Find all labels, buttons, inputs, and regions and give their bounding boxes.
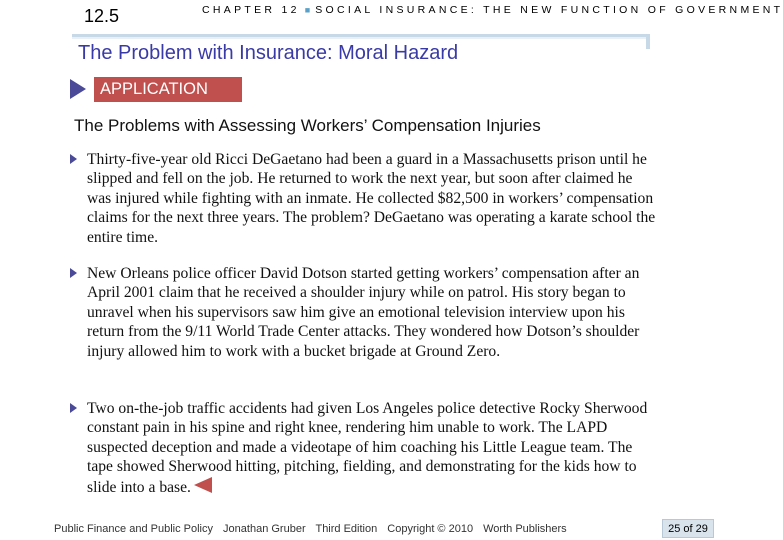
- footer-author: Jonathan Gruber: [223, 523, 306, 535]
- bullet-text: [87, 399, 657, 497]
- application-subtitle: The Problems with Assessing Workers’ Compensation Injuries: [74, 116, 541, 135]
- footer-publisher: Worth Publishers: [483, 523, 567, 535]
- bullet-text: Thirty-five-year old Ricci DeGaetano had been a guard in a Massachusetts prison until he slipped and fell on the job. He returned to work the next year, but soon after claimed he was injured while fighting with an inmate. He collected $82,500 in workers’ compensation claims for the next three years. The problem? DeGaetano was operating a karate school the entire time.: [87, 151, 656, 246]
- header-rule-shadow: [72, 37, 650, 39]
- page-number: 25 of 29: [662, 519, 714, 538]
- bullet-item: [70, 264, 657, 361]
- bullet-item: [70, 150, 657, 247]
- footer: [54, 523, 574, 535]
- slide-title: The Problem with Insurance: Moral Hazard: [78, 42, 459, 64]
- footer-book: Public Finance and Public Policy: [54, 523, 213, 535]
- application-arrow-icon: [70, 79, 86, 99]
- footer-copyright: Copyright © 2010: [387, 523, 474, 535]
- back-arrow-icon[interactable]: [194, 477, 212, 493]
- bullet-text-content: Two on-the-job traffic accidents had given Los Angeles police detective Rocky Sherwood constant pain in his spine and right knee, rendering him unable to work. The LAPD suspected deception and made a videotape of him coaching his Little League team. The tape showed Sherwood hitting, pitching, fielding, and demonstrating for the kids how to slide into a base.: [87, 400, 648, 496]
- bullet-arrow-icon: [70, 268, 77, 278]
- application-label: APPLICATION: [94, 77, 242, 102]
- section-number: 12.5: [84, 6, 120, 26]
- footer-edition: Third Edition: [315, 523, 378, 535]
- chapter-header: [202, 4, 783, 16]
- chapter-title: SOCIAL INSURANCE: THE NEW FUNCTION OF GOVERNMENT: [315, 4, 783, 16]
- header-rule-end: [646, 37, 650, 49]
- chapter-label: CHAPTER 12: [202, 4, 300, 16]
- bullet-item: [70, 399, 657, 497]
- square-bullet-icon: ■: [304, 5, 311, 15]
- bullet-text: New Orleans police officer David Dotson started getting workers’ compensation after an April 2001 claim that he received a shoulder injury while on patrol. His story began to unravel when his supervisors saw him give an emotional television interview upon his return from the 9/11 World Trade Center attacks. They wondered how Dotson’s shoulder injury allowed him to work with a bucket brigade at Ground Zero.: [87, 265, 640, 360]
- bullet-arrow-icon: [70, 154, 77, 164]
- bullet-arrow-icon: [70, 403, 77, 413]
